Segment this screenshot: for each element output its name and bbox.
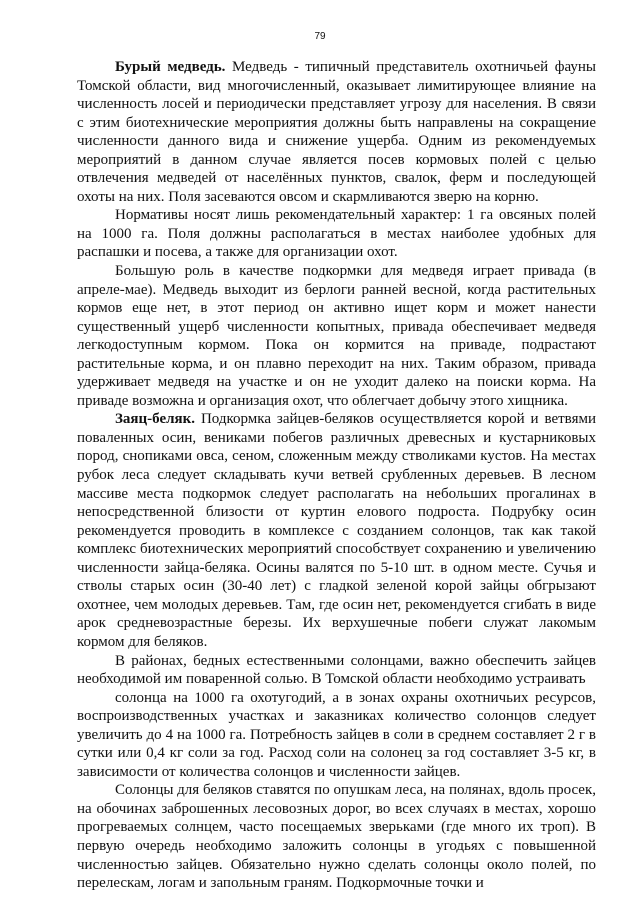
paragraph-salt-norms (77, 689, 596, 782)
paragraph-brown-bear (77, 58, 596, 206)
document-body (77, 58, 596, 893)
paragraph-text: солонца на 1000 га охотугодий, а в зонах охраны охотничьих ресурсов, воспроизводственных участках и заказниках количество солонцов следует увеличить до 4 на 1000 га. Потребность зайцев в соли в среднем составляет 2 г в сутки или 0,4 кг соли за год. Расход соли на солонец за год составляет 3-5 кг, в зависимости от количества солонцов и численности зайцев. (77, 689, 596, 780)
section-heading-hare: Заяц-беляк. (115, 411, 196, 428)
paragraph-text: Солонцы для беляков ставятся по опушкам леса, на полянах, вдоль просек, на обочинах заброшенных лесовозных дорог, во всех случаях в местах, хорошо прогреваемых солнцем, часто посещаемых зверьками (где много их троп). В первую очередь необходимо заложить солонцы в угодьях с повышенной численностью зайцев. Обязательно нужно сделать солонцы около полей, по перелескам, логам и запольным граням. Подкормочные точки и (77, 782, 596, 892)
paragraph-hare (77, 410, 596, 651)
page-number: 79 (314, 31, 326, 42)
paragraph-salt-need (77, 652, 596, 689)
paragraph-salt-licks (77, 781, 596, 892)
paragraph-text: Медведь - типичный представитель охотничьей фауны Томской области, вид многочисленный, оказывает лимитирующее влияние на численность лосей и периодически представляет угрозу для населения. В связи с этим биотехнические мероприятия должны быть направлены на сокращение численности данного вида и снижение ущерба. Одним из рекомендуемых мероприятий в данном случае является посев кормовых полей с целью отвлечения медведей от населённых пунктов, свалок, ферм и последующей охоты на них. Поля засеваются овсом и скармливаются зверю на корню. (77, 59, 596, 205)
section-heading-brown-bear: Бурый медведь. (115, 59, 226, 75)
paragraph-bait (77, 262, 596, 410)
paragraph-text: Большую роль в качестве подкормки для медведя играет привада (в апреле-мае). Медведь выходит из берлоги ранней весной, когда растительных кормов еще нет, в этот период он активно ищет корм и может нанести существенный ущерб численности копытных, привада обеспечивает медведя легкодоступным кормом. Пока он кормится на приваде, подрастают растительные корма, и он плавно переходит на них. Таким образом, привада удерживает медведя на участке и он не уходит далеко на поиски корма. На приваде возможна и организация охот, что облегчает добычу этого хищника. (77, 263, 596, 409)
paragraph-text: Нормативы носят лишь рекомендательный характер: 1 га овсяных полей на 1000 га. Поля должны располагаться в местах наиболее удобных для распашки и посева, а также для организации охот. (77, 207, 596, 261)
paragraph-text: В районах, бедных естественными солонцами, важно обеспечить зайцев необходимой им поваренной солью. В Томской области необходимо устраивать (77, 652, 596, 688)
paragraph-norms (77, 206, 596, 262)
paragraph-text: Подкормка зайцев-беляков осуществляется корой и ветвями поваленных осин, вениками побегов различных древесных и кустарниковых пород, снопиками овса, сеном, сложенным между стволиками кустов. На местах рубок леса следует складывать кучи ветвей срубленных деревьев. В лесном массиве места подкормок следует располагать на небольших прогалинах в непосредственной близости от куртин елового подроста. Подрубку осин рекомендуется проводить в комплексе с созданием солонцов, так как такой комплекс биотехнических мероприятий способствует сохранению и увеличению численности зайца-беляка. Осины валятся по 5-10 шт. в одном месте. Сучья и стволы старых осин (30-40 лет) с гладкой зеленой корой зайцы обгрызают охотнее, чем молодых деревьев. Там, где осин нет, рекомендуется сгибать в виде арок средневозрастные березы. Их верхушечные побеги служат лакомым кормом для беляков. (77, 411, 596, 650)
